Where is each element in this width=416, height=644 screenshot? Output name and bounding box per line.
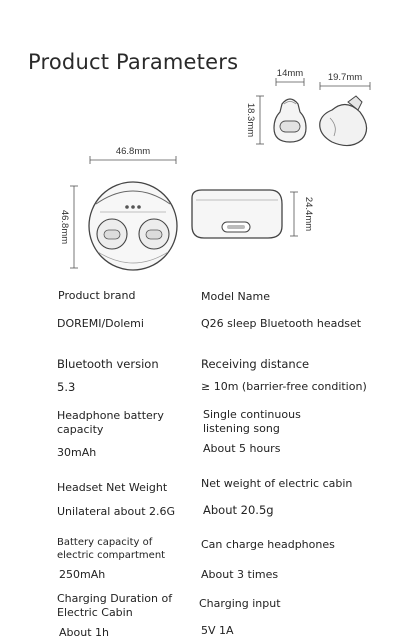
earbud-depth-label: 19.7mm [327,72,363,83]
param-label-cabin-weight: Net weight of electric cabin [201,477,353,490]
param-label-charging-input: Charging input [199,597,281,610]
case-depth-label: 24.4mm [303,196,314,232]
param-value-compartment-battery: 250mAh [59,568,106,581]
case-open-view [59,146,177,270]
param-value-product-brand: DOREMI/Dolemi [57,317,144,330]
param-label-headset-weight: Headset Net Weight [57,481,168,494]
param-label-headphone-battery: Headphone battery capacity [57,409,164,436]
param-value-receiving-distance: ≥ 10m (barrier-free condition) [201,380,367,393]
param-label-model-name: Model Name [201,290,270,303]
earbud-width-label: 14mm [276,68,304,79]
earbud-height-label: 18.3mm [245,102,256,138]
product-dimension-figure [0,0,416,290]
param-value-charge-headphones: About 3 times [201,568,279,581]
param-value-charging-duration: About 1h [59,626,109,639]
case-closed-view [192,190,314,238]
param-value-bluetooth-version: 5.3 [57,380,76,394]
param-label-bluetooth-version: Bluetooth version [57,357,159,371]
param-label-compartment-battery: Battery capacity of electric compartment [57,537,166,561]
case-width-label: 46.8mm [115,146,151,157]
param-value-charging-input: 5V 1A [201,624,234,637]
page-title: Product Parameters [28,50,239,74]
param-label-product-brand: Product brand [58,289,136,302]
param-label-receiving-distance: Receiving distance [201,357,310,371]
case-height-label: 46.8mm [59,209,70,245]
param-value-cabin-weight: About 20.5g [203,503,274,517]
earbud-side-view [320,72,370,146]
param-label-continuous-listening: Single continuous listening song [203,408,301,435]
param-label-charge-headphones: Can charge headphones [201,538,335,551]
earbud-front-view [245,68,306,144]
param-label-charging-duration: Charging Duration of Electric Cabin [57,592,173,619]
param-value-headphone-battery: 30mAh [57,446,97,459]
param-value-continuous-listening: About 5 hours [203,442,281,455]
param-value-headset-weight: Unilateral about 2.6G [57,505,176,518]
param-value-model-name: Q26 sleep Bluetooth headset [201,317,362,330]
